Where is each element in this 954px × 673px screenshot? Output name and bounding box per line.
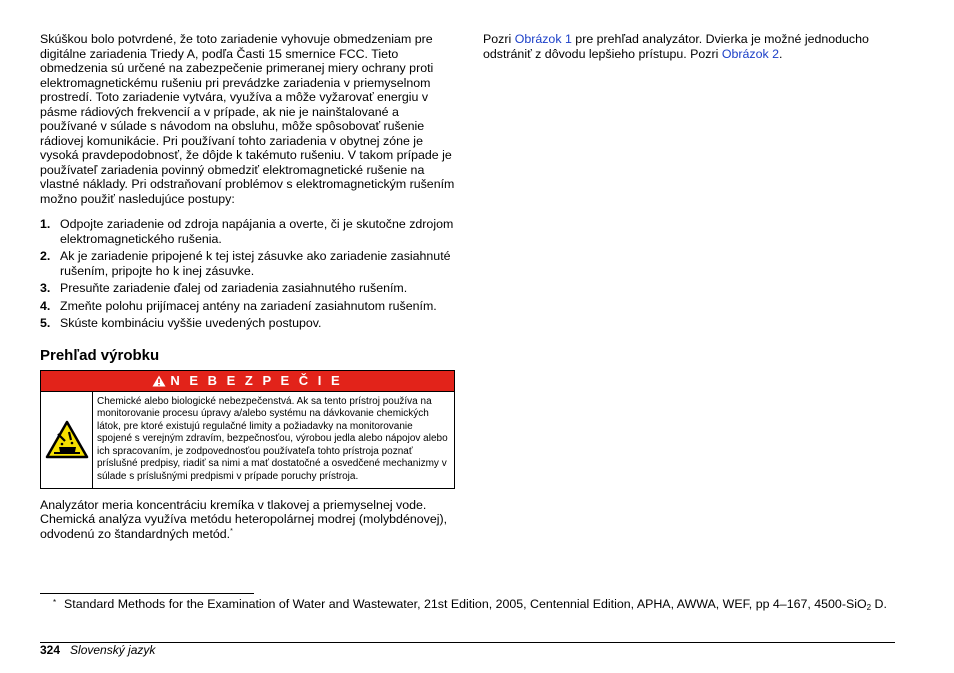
footnote-text-end: D. — [871, 597, 887, 611]
footnote-subscript: 2 — [866, 603, 872, 612]
footnote-text: Standard Methods for the Examination of Water and Wastewater, 21st Edition, 2005, Centennial Edition, APHA, AWWA, WEF, pp 4–167, 4500-SiO — [64, 597, 867, 611]
step-text: Zmeňte polohu prijímacej antény na zariadení zasiahnutom rušením. — [60, 298, 437, 313]
right-column — [483, 32, 895, 61]
figure-1-link[interactable]: Obrázok 1 — [514, 32, 572, 46]
step-item — [40, 299, 456, 314]
troubleshooting-steps — [40, 217, 456, 331]
danger-header — [41, 371, 454, 392]
step-item — [40, 217, 456, 246]
analyzer-text: Analyzátor meria koncentráciu kremíka v tlakovej a priemyselnej vode. Chemická analýza využíva metódu heteropolárnej modrej (molybdénovej), odvodenú zo štandardných metód. — [40, 497, 448, 541]
footer-divider — [40, 642, 895, 643]
danger-text: Chemické alebo biologické nebezpečenstvá. Ak sa tento prístroj používa na monitorovanie procesu úpravy a/alebo systému na dávkovanie chemických látok, pre ktoré existujú regulačné limity a požiadavky na monitorovanie spojené s verejným zdravím, bezpečnosťou, výrobou jedla alebo nápojov alebo ich spracovaním, je zodpovednosťou používateľa tohto prístroja poznať príslušné predpisy, riadiť sa nimi a mať dostatočné a osvedčené mechanizmy v súlade s príslušnými predpismi v prípade poruchy prístroja. — [97, 395, 448, 483]
left-column — [40, 32, 456, 541]
section-heading: Prehľad výrobku — [40, 346, 160, 364]
figure-2-link[interactable]: Obrázok 2 — [721, 46, 780, 61]
danger-box — [40, 370, 455, 489]
footnote-mark: * — [53, 598, 57, 607]
step-item — [40, 316, 456, 331]
step-text: Ak je zariadenie pripojené k tej istej zásuvke ako zariadenie zasiahnuté rušením, pripojte ho k inej zásuvke. — [60, 249, 451, 278]
analyzer-description — [40, 498, 456, 542]
overview-text-2: pre prehľad analyzátor. Dvierka je možné jednoducho odstrániť z dôvodu lepšieho prístupu. Pozri — [483, 32, 869, 61]
step-number: 2. — [40, 249, 51, 263]
footer-language: Slovenský jazyk — [70, 643, 156, 657]
danger-label: N E B E Z P E Č I E — [170, 372, 343, 388]
overview-text-3: . — [779, 46, 783, 61]
step-number: 1. — [40, 217, 51, 231]
step-text: Presuňte zariadenie ďalej od zariadenia zasiahnutého rušením. — [60, 281, 408, 295]
danger-body — [41, 392, 454, 488]
step-number: 3. — [40, 281, 51, 295]
footnote-divider — [40, 593, 254, 594]
intro-paragraph: Skúškou bolo potvrdené, že toto zariadenie vyhovuje obmedzeniam pre digitálne zariadenia Triedy A, podľa Časti 15 smernice FCC. Tieto obmedzenia sú určené na zabezpečenie primeranej miery ochrany proti elektromagnetickému rušeniu pri prevádzke zariadenia v priemyselnom prostredí. Toto zariadenie vytvára, využíva a môže vyžarovať energiu v pásme rádiových frekvencií a v prípade, ak nie je nainštalované a používané v súlade s návodom na obsluhu, môže spôsobovať rušenie rádiovej komunikácie. Pri používaní tohto zariadenia v obytnej zóne je vysoká pravdepodobnosť, že dôjde k takémuto rušeniu. V takom prípade je používateľ zariadenia povinný obmedziť elektromagnetické rušenie na vlastné náklady. Pri odstraňovaní problémov s elektromagnetickým rušením možno použiť nasledujúce postupy: — [40, 32, 455, 206]
step-number: 4. — [40, 298, 51, 313]
footnote — [53, 597, 894, 612]
footnote-reference: * — [230, 527, 233, 535]
step-text: Skúste kombináciu vyššie uvedených postupov. — [60, 316, 322, 330]
overview-paragraph — [483, 32, 895, 61]
step-text: Odpojte zariadenie od zdroja napájania a overte, či je skutočne zdrojom elektromagnetického rušenia. — [60, 217, 454, 246]
page-number: 324 — [40, 643, 61, 657]
page-footer — [40, 643, 155, 657]
chemical-hazard-icon — [41, 392, 93, 488]
step-item — [40, 281, 456, 296]
warning-triangle-icon — [152, 373, 166, 393]
step-number: 5. — [40, 316, 51, 330]
step-item — [40, 249, 456, 278]
overview-text-1: Pozri — [483, 32, 515, 46]
